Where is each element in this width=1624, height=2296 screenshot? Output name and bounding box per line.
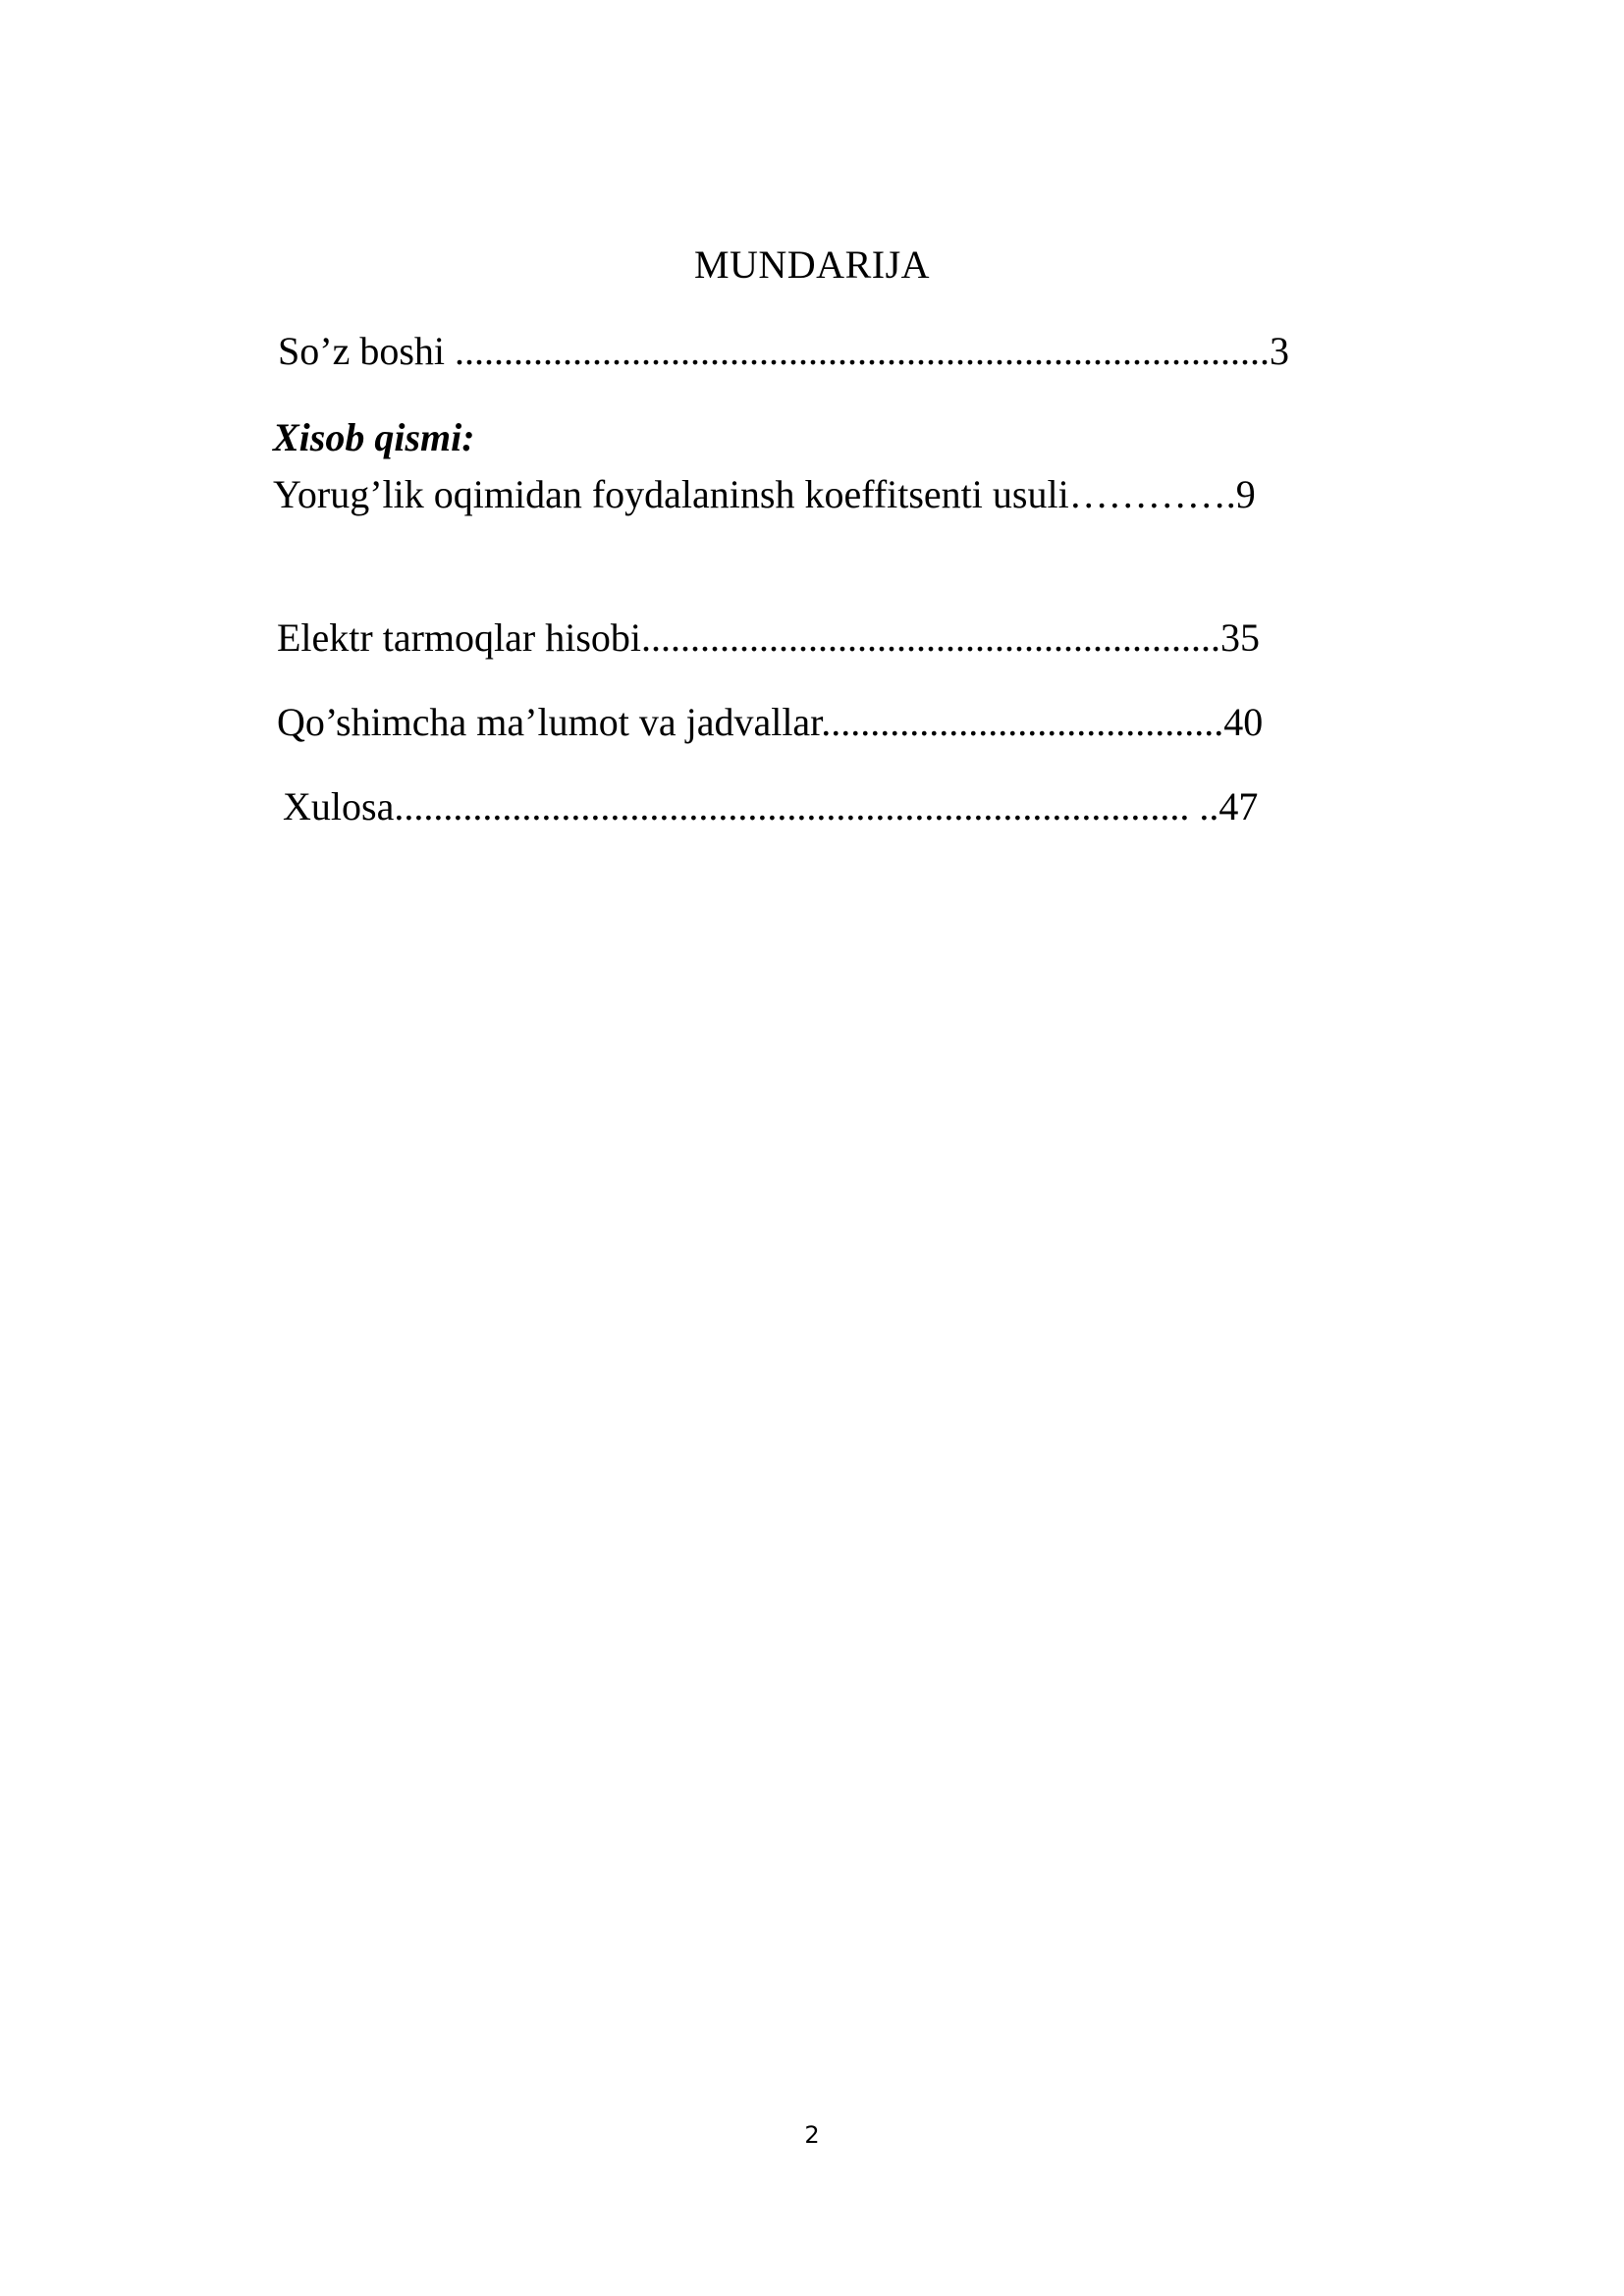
- toc-entry-leader: ...................................................................................: [455, 329, 1270, 373]
- toc-entry-label: Yorug’lik oqimidan foydalaninsh koeffitsenti usuli: [273, 472, 1069, 516]
- toc-entry-label: Xulosa: [283, 784, 395, 828]
- toc-entry-soz-boshi: [278, 328, 1289, 375]
- toc-entry-yoruglik: [273, 471, 1256, 518]
- toc-entry-page: 3: [1270, 329, 1289, 373]
- toc-entry-xulosa: [283, 783, 1258, 830]
- section-heading-xisob-qismi: Xisob qismi:: [273, 415, 475, 459]
- toc-entry-page: 47: [1218, 784, 1259, 828]
- toc-entry-label: Qo’shimcha ma’lumot va jadvallar: [277, 700, 822, 744]
- toc-entry-page: 40: [1223, 700, 1264, 744]
- toc-entry-page: 9: [1235, 472, 1256, 516]
- toc-entry-leader: .........................................: [821, 700, 1224, 744]
- page-number: 2: [804, 2121, 820, 2149]
- toc-entry-leader: ................................................................................. ..: [394, 784, 1219, 828]
- toc-entry-label: So’z boshi: [278, 329, 455, 373]
- toc-entry-leader: ...........................................................: [641, 615, 1221, 660]
- toc-entry-page: 35: [1220, 615, 1261, 660]
- toc-entry-qoshimcha: [277, 699, 1263, 746]
- toc-entry-leader: ………….: [1068, 472, 1236, 516]
- toc-entry-elektr: [277, 614, 1260, 662]
- toc-title: MUNDARIJA: [693, 242, 931, 287]
- toc-entry-label: Elektr tarmoqlar hisobi: [277, 615, 642, 660]
